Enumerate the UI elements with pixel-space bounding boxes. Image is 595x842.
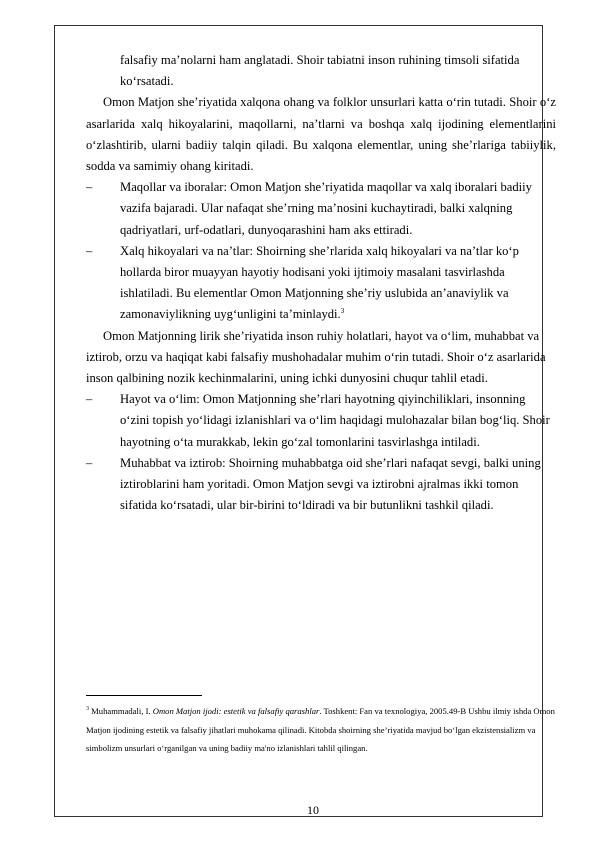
list-philosophy xyxy=(86,389,556,516)
document-body xyxy=(86,50,556,516)
list-item xyxy=(86,453,556,517)
page-number: 10 xyxy=(307,803,319,817)
footnote-title: Omon Matjon ijodi: estetik va falsafiy qarashlar xyxy=(152,706,320,716)
list-item-text-wrapper xyxy=(120,241,556,326)
list-item xyxy=(86,177,556,241)
paragraph-philosophy: Omon Matjonning lirik she’riyatida inson ruhiy holatlari, hayot va o‘lim, muhabbat va iztirob, orzu va haqiqat kabi falsafiy mushohadalar muhim o‘rin tutadi. Shoir o‘z asarlarida inson qalbining nozik kechinmalarini, uning ichki dunyosini chuqur tahlil etadi. xyxy=(86,328,546,386)
dash-bullet: – xyxy=(86,243,93,258)
footnote-number: 3 xyxy=(86,706,89,713)
dash-bullet: – xyxy=(86,455,93,470)
list-item-text: Hayot va o‘lim: Omon Matjonning she’rlari hayotning qiyinchiliklari, insonning o‘zini topish yo‘lidagi izlanishlari va o‘lim haqidagi mulohazalar bilan bog‘liq. Shoir hayotning o‘ta murakkab, lekin go‘zal tomonlarini tasvirlashga intiladi. xyxy=(120,392,550,449)
continuation-text: falsafiy ma’nolarni ham anglatadi. Shoir tabiatni inson ruhining timsoli sifatida ko‘rsatadi. xyxy=(120,53,520,89)
footnote-divider xyxy=(86,695,202,696)
dash-bullet: – xyxy=(86,392,93,407)
footnote xyxy=(86,702,556,758)
list-folklore xyxy=(86,177,556,325)
footnote-reference[interactable]: 3 xyxy=(340,307,345,316)
paragraph-folklore: Omon Matjon she’riyatida xalqona ohang va folklor unsurlari katta o‘rin tutadi. Shoir o‘z asarlarida xalq hikoyalarini, maqollarni, na’tlarni va boshqa xalq ijodining elementlarini o‘zlashtirib, ularni badiiy talqin qiladi. Bu xalqona elementlar, uning she’rlariga tabiiylik, sodda va samimiy ohang kiritadi. xyxy=(86,95,556,174)
footnote-text: . Toshkent: Fan va texnologiya, 2005.49-B Ushbu ilmiy ishda Omon Matjon ijodining estetik va falsafiy jihatlari muhokama qilinadi. Kitobda shoirning she’riyatida mavjud bo‘lgan ekzistensializm va simbolizm unsurlari o‘rganilgan va uning badiiy ma'no izlanishlari tahlil qilingan. xyxy=(86,706,555,753)
list-item xyxy=(86,389,556,453)
footnote-author: Muhammadali, I. xyxy=(89,706,153,716)
list-item-text: Xalq hikoyalari va na’tlar: Shoirning she’rlarida xalq hikoyalari va na’tlar ko‘p hollarda biror muayyan hayotiy hodisani yoki ijtimoiy masalani tasvirlashda ishlatiladi. Bu elementlar Omon Matjonning she’riy uslubida an’anaviylik va zamonaviylikning uyg‘unligini ta’minlaydi. xyxy=(120,243,519,322)
list-item xyxy=(86,241,556,326)
list-item-text: Muhabbat va iztirob: Shoirning muhabbatga oid she’rlari nafaqat sevgi, balki uning iztiroblarini ham yoritadi. Omon Matjon sevgi va iztirobni ajralmas ikki tomon sifatida ko‘rsatadi, ular bir-birini to‘ldiradi va bir butunlikni tashkil qiladi. xyxy=(120,455,541,513)
dash-bullet: – xyxy=(86,180,93,195)
list-item-text: Maqollar va iboralar: Omon Matjon she’riyatida maqollar va xalq iboralari badiiy vazifa bajaradi. Ular nafaqat she’rning ma’nosini kuchaytiradi, balki xalqning qadriyatlari, urf-odatlari, dunyoqarashini ham aks ettiradi. xyxy=(120,180,532,237)
